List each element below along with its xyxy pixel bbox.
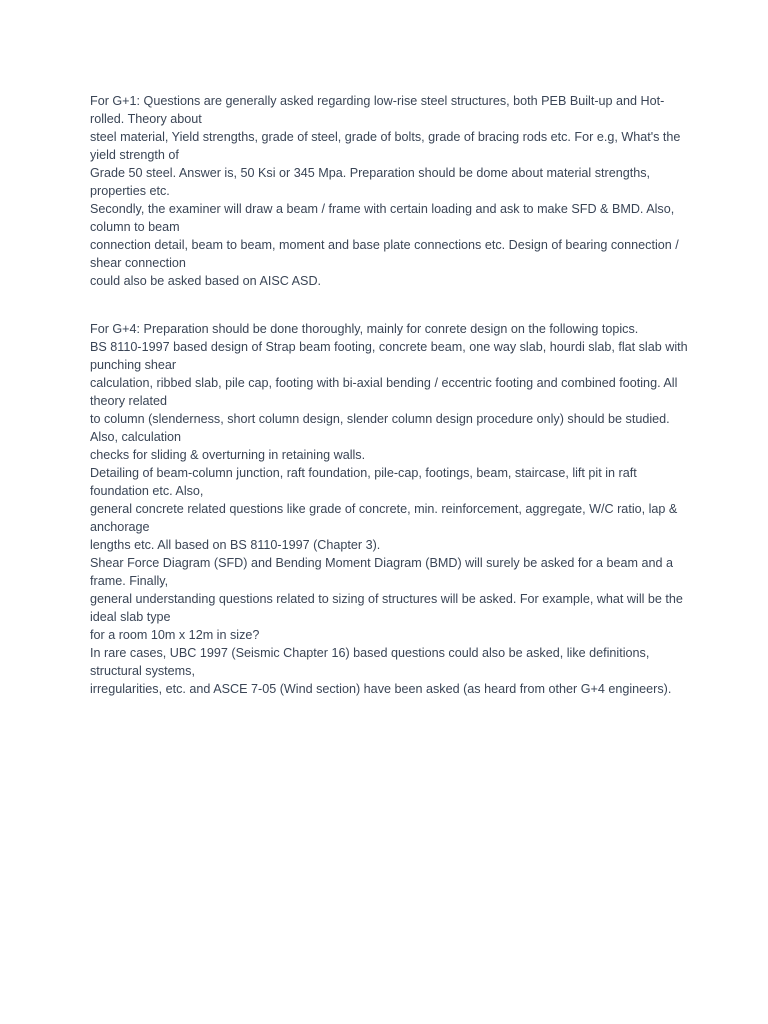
text-line: checks for sliding & overturning in retaining walls. (90, 448, 366, 462)
text-line: for a room 10m x 12m in size? (90, 628, 260, 642)
paragraph-spacer (90, 290, 690, 320)
text-line: general understanding questions related to sizing of structures will be asked. For example, what will be the ideal slab type (90, 592, 683, 624)
text-line: Shear Force Diagram (SFD) and Bending Moment Diagram (BMD) will surely be asked for a beam and a frame. Finally, (90, 556, 674, 588)
paragraph-g1 (90, 92, 690, 290)
text-line: steel material, Yield strengths, grade of steel, grade of bolts, grade of bracing rods etc. For e.g, What's the yield strength of (90, 130, 681, 162)
text-line: could also be asked based on AISC ASD. (90, 274, 322, 288)
text-line: For G+1: Questions are generally asked regarding low-rise steel structures, both PEB Built-up and Hot-rolled. Theory about (90, 94, 665, 126)
text-line: BS 8110-1997 based design of Strap beam footing, concrete beam, one way slab, hourdi slab, flat slab with punching shear (90, 340, 688, 372)
paragraph-g4 (90, 320, 690, 698)
text-line: In rare cases, UBC 1997 (Seismic Chapter 16) based questions could also be asked, like definitions, structural systems, (90, 646, 650, 678)
text-line: Secondly, the examiner will draw a beam / frame with certain loading and ask to make SFD & BMD. Also, column to beam (90, 202, 675, 234)
text-line: to column (slenderness, short column design, slender column design procedure only) should be studied. Also, calculation (90, 412, 670, 444)
text-line: calculation, ribbed slab, pile cap, footing with bi-axial bending / eccentric footing and combined footing. All theory related (90, 376, 678, 408)
text-line: Detailing of beam-column junction, raft foundation, pile-cap, footings, beam, staircase, lift pit in raft foundation etc. Also, (90, 466, 637, 498)
document-page (90, 92, 690, 698)
text-line: For G+4: Preparation should be done thoroughly, mainly for conrete design on the following topics. (90, 322, 639, 336)
text-line: irregularities, etc. and ASCE 7-05 (Wind section) have been asked (as heard from other G+4 engineers). (90, 682, 672, 696)
text-line: connection detail, beam to beam, moment and base plate connections etc. Design of bearing connection / shear connection (90, 238, 679, 270)
text-line: lengths etc. All based on BS 8110-1997 (Chapter 3). (90, 538, 381, 552)
text-line: Grade 50 steel. Answer is, 50 Ksi or 345 Mpa. Preparation should be dome about material strengths, properties etc. (90, 166, 651, 198)
text-line: general concrete related questions like grade of concrete, min. reinforcement, aggregate, W/C ratio, lap & anchorage (90, 502, 678, 534)
